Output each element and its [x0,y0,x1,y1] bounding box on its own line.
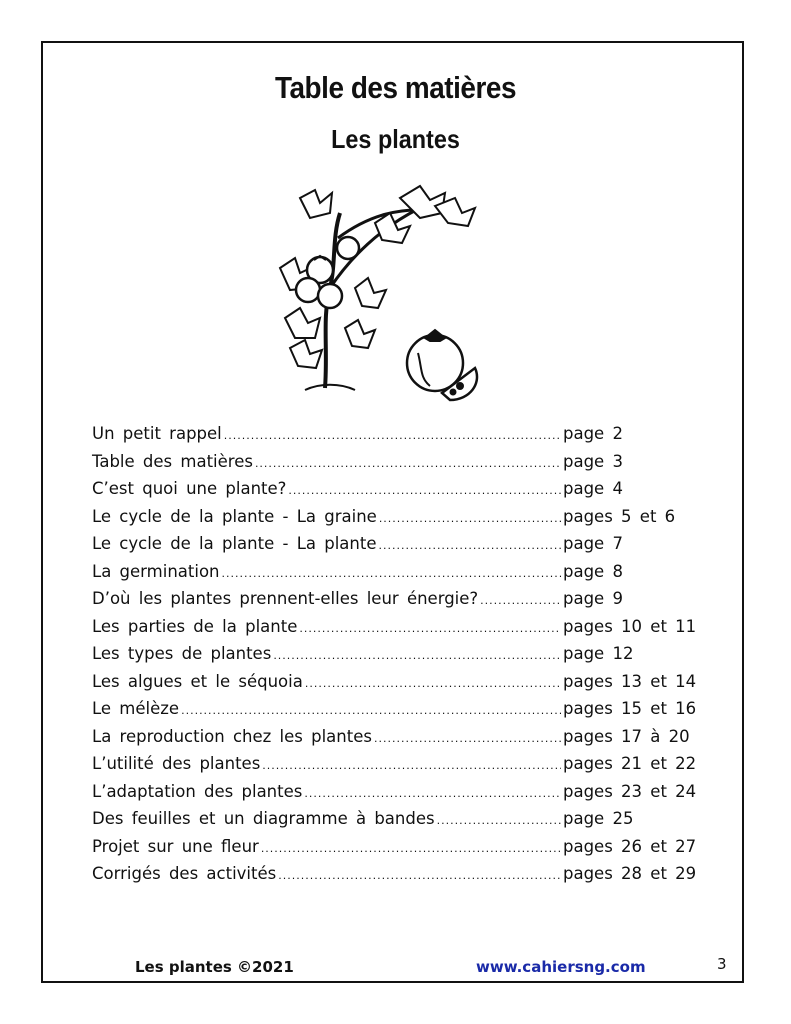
toc-row [92,534,712,562]
toc-dot-leader [288,484,561,497]
toc-entry-page: page 12 [563,644,634,663]
toc-entry-page: pages 15 et 16 [563,699,697,718]
toc-row [92,644,712,672]
toc-entry-label: Table des matières [92,451,253,471]
toc-entry-page: page 8 [563,561,623,581]
page-title: Table des matières [274,70,517,105]
toc-row [92,617,712,645]
toc-entry-label: Les algues et le séquoia [92,671,303,691]
toc-dot-leader [299,622,561,635]
toc-entry-label: Le cycle de la plante - La plante [92,534,377,553]
toc-entry-label: Des feuilles et un diagramme à bandes [92,809,435,828]
toc-dot-leader [262,759,561,772]
toc-entry-label: L’utilité des plantes [92,754,261,773]
toc-dot-leader [304,787,561,800]
toc-entry-page: page 4 [563,479,623,498]
toc-row [92,452,712,480]
table-of-contents [92,424,712,892]
toc-dot-leader [255,457,561,470]
toc-entry-page: pages 21 et 22 [563,754,697,773]
toc-entry-page: pages 28 et 29 [563,864,697,883]
toc-row [92,837,712,865]
toc-dot-leader [273,649,561,662]
toc-row [92,782,712,810]
toc-row [92,589,712,617]
toc-entry-label: Le cycle de la plante - La graine [92,506,377,526]
toc-dot-leader [379,512,561,525]
toc-row [92,479,712,507]
toc-entry-label: Les types de plantes [92,644,272,663]
toc-entry-label: L’adaptation des plantes [92,781,303,801]
toc-entry-page: page 7 [563,534,623,553]
toc-row [92,754,712,782]
toc-entry-page: pages 5 et 6 [563,506,676,526]
toc-row [92,424,712,452]
toc-entry-page: pages 26 et 27 [563,836,697,856]
toc-entry-label: Projet sur une fleur [92,836,259,856]
toc-entry-page: pages 10 et 11 [563,616,697,636]
toc-entry-page: page 25 [563,809,634,828]
toc-entry-page: page 2 [563,424,623,443]
toc-dot-leader [305,677,561,690]
toc-dot-leader [261,842,561,855]
toc-row [92,672,712,700]
toc-entry-label: C’est quoi une plante? [92,479,287,498]
toc-row [92,507,712,535]
toc-row [92,699,712,727]
toc-entry-page: page 3 [563,451,623,471]
toc-entry-page: pages 13 et 14 [563,671,697,691]
footer-copyright: Les plantes ©2021 [135,958,294,976]
toc-entry-label: La reproduction chez les plantes [92,726,372,746]
toc-dot-leader [224,429,561,442]
toc-row [92,864,712,892]
toc-entry-label: D’où les plantes prennent-elles leur énergie? [92,589,479,608]
toc-row [92,727,712,755]
toc-dot-leader [278,869,561,882]
toc-dot-leader [378,539,561,552]
toc-dot-leader [480,594,561,607]
toc-entry-label: Un petit rappel [92,424,222,443]
toc-entry-label: La germination [92,561,220,581]
toc-entry-label: Le mélèze [92,699,180,718]
toc-row [92,809,712,837]
toc-row [92,562,712,590]
footer-website-link[interactable]: www.cahiersng.com [476,958,646,976]
toc-entry-label: Les parties de la plante [92,616,298,636]
toc-entry-page: pages 23 et 24 [563,781,697,801]
toc-entry-page: pages 17 à 20 [563,726,690,746]
toc-dot-leader [374,732,561,745]
toc-dot-leader [181,704,561,717]
tomato-plant-icon [270,178,500,408]
toc-dot-leader [437,814,561,827]
toc-dot-leader [222,567,562,580]
page-number: 3 [717,955,727,973]
toc-entry-page: page 9 [563,589,623,608]
toc-entry-label: Corrigés des activités [92,864,277,883]
page-subtitle: Les plantes [331,124,460,154]
